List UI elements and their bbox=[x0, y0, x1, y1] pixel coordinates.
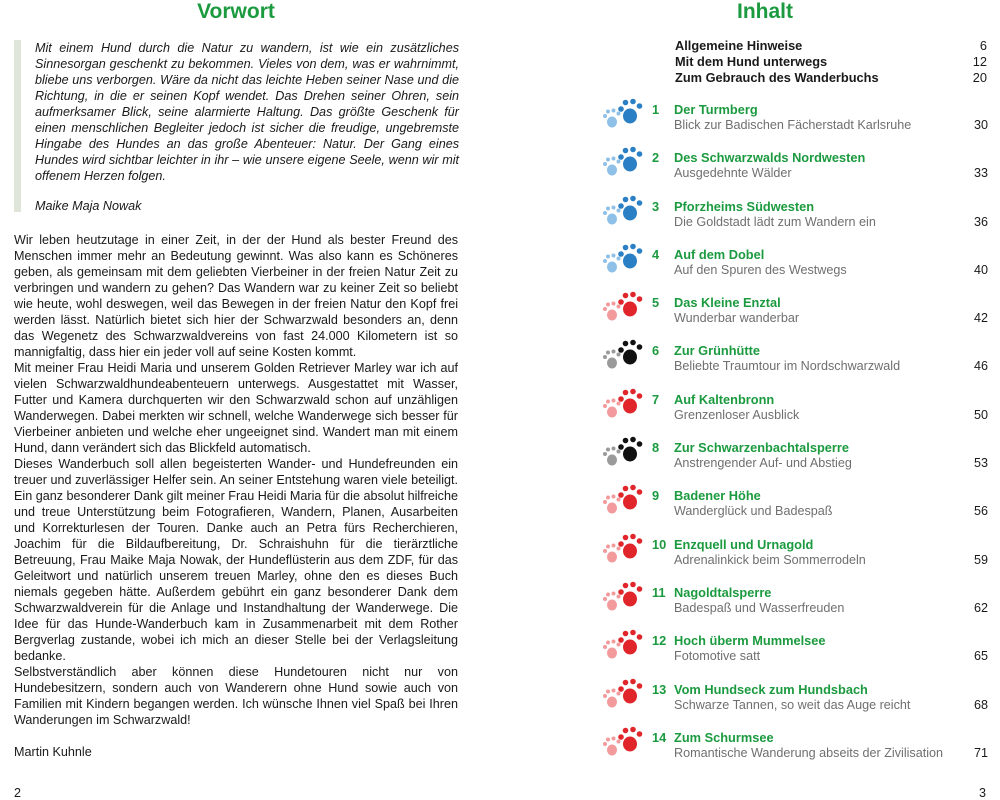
tour-entry[interactable] bbox=[602, 144, 988, 192]
paragraph: Selbstverständlich aber können diese Hundetouren nicht nur von Hundebesitzern, sondern auch von Wanderern ohne Hund sowie auch von Familien mit Kindern begangen werden. Ich wünsche Ihnen viel Spaß bei Ihren Wanderungen im Schwarzwald! bbox=[14, 665, 458, 727]
tour-entry[interactable] bbox=[602, 289, 988, 337]
tour-number: 14 bbox=[652, 729, 667, 745]
paragraph: Mit meiner Frau Heidi Maria und unserem Golden Retriever Marley war ich auf vielen Schwarzwaldhundeabenteuern unterwegs. Ausgestattet mit Wasser, Futter und Kamera durchquerten wir den Schwarzwald schon auf unzähligen Wanderwegen. Dabei merkten wir schnell, welche Wanderwege sich besser für Vierbeiner anbieten und welche eher ungeeignet sind. Wandert man mit einem Hund, dann verändert sich das Blickfeld automatisch. bbox=[14, 361, 458, 455]
tour-title: Vom Hundseck zum Hundsbach bbox=[674, 681, 868, 697]
tour-page: 33 bbox=[973, 166, 988, 181]
paw-prints-icon bbox=[602, 195, 646, 229]
general-entry-label: Mit dem Hund unterwegs bbox=[675, 54, 828, 69]
quote-author: Maike Maja Nowak bbox=[35, 199, 142, 213]
tour-title: Der Turmberg bbox=[674, 102, 758, 117]
paw-prints-icon bbox=[602, 533, 646, 567]
tour-number: 2 bbox=[652, 150, 660, 166]
paw-prints-icon bbox=[602, 726, 646, 760]
tour-title: Zur Grünhütte bbox=[674, 343, 761, 359]
tour-entry[interactable] bbox=[602, 627, 988, 675]
paw-prints-icon bbox=[602, 484, 646, 518]
tour-page: 56 bbox=[973, 504, 988, 519]
page-number-right: 3 bbox=[978, 786, 986, 800]
tour-subtitle: Fotomotive satt bbox=[674, 649, 761, 664]
tour-entry[interactable] bbox=[602, 241, 988, 289]
tour-subtitle: Auf den Spuren des Westwegs bbox=[674, 262, 847, 277]
tour-number: 10 bbox=[652, 536, 667, 552]
general-section-list bbox=[675, 38, 987, 86]
general-entry-label: Allgemeine Hinweise bbox=[675, 38, 803, 53]
tour-subtitle: Wanderglück und Badespaß bbox=[674, 504, 833, 519]
tour-subtitle: Adrenalinkick beim Sommerrodeln bbox=[674, 552, 866, 567]
tour-page: 30 bbox=[973, 118, 988, 132]
tour-entry[interactable] bbox=[602, 386, 988, 434]
paw-prints-icon bbox=[602, 98, 646, 132]
tour-page: 36 bbox=[973, 214, 988, 229]
tour-number: 12 bbox=[652, 633, 667, 649]
signature: Martin Kuhnle bbox=[14, 745, 92, 759]
paw-prints-icon bbox=[602, 629, 646, 663]
tour-entry[interactable] bbox=[602, 531, 988, 579]
tour-page: 68 bbox=[973, 697, 988, 712]
tour-page: 46 bbox=[973, 359, 988, 374]
tour-number: 9 bbox=[652, 488, 660, 504]
tour-title: Auf Kaltenbronn bbox=[674, 391, 775, 407]
tour-title: Auf dem Dobel bbox=[674, 246, 765, 262]
tour-number: 11 bbox=[652, 584, 666, 600]
tour-number: 4 bbox=[652, 246, 660, 262]
tour-page: 65 bbox=[973, 649, 988, 664]
tour-number: 5 bbox=[652, 295, 660, 311]
paragraph: Dieses Wanderbuch soll allen begeisterten Wander- und Hundefreunden ein treuer und zuverlässiger Helfer sein. An seiner Entstehung waren viele beteiligt. Ein ganz besonderer Dank gilt meiner Frau Heidi Maria für die absolut hilfreiche und treue Unterstützung beim Fotografieren, Wandern, Planen, Ausarbeiten und Korrekturlesen der Touren. Danke auch an Petra fürs Recherchieren, Joachim für die Bildaufbereitung, Dr. Schraishuhn für die tierärztliche Betreuung, Frau Maike Maja Nowak, der Hundeflüsterin aus dem ZDF, für das Geleitwort und natürlich unserem treuen Marley, ohne den es dieses Buch niemals gegeben hätte. Außerdem gebührt ein ganz besonderer Dank dem Schwarzwaldverein für die Anlage und Instandhaltung der Wanderwege. Die Idee für das Hunde-Wanderbuch kam in Zusammenarbeit mit dem Rother Bergverlag zustande, wobei ich mich an dieser Stelle bei der Verlagsleitung bedanke. bbox=[14, 457, 458, 663]
tour-page: 42 bbox=[973, 311, 988, 326]
tour-page: 50 bbox=[973, 407, 988, 422]
tour-number: 3 bbox=[652, 198, 660, 214]
paragraph: Wir leben heutzutage in einer Zeit, in der der Hund als bester Freund des Menschen immer mehr an Bedeutung gewinnt. Was also kann es Schöneres geben, als gemeinsam mit dem geliebten Vierbeiner in der freien Natur Zeit zu verbringen und wandern zu gehen? Das Wandern war zu keiner Zeit so beliebt wie heute, wohl deswegen, weil das Bewegen in der freien Natur den Kopf frei werden lässt. Natürlich bietet sich hier der Schwarzwald besonders an, denn das Wegenetz des Schwarzwaldvereins von fast 24.000 Kilometern ist so mannigfaltig, dass hier ein jeder voll auf seine Kosten kommt. bbox=[14, 233, 458, 359]
left-page bbox=[0, 0, 480, 800]
tour-title: Hoch überm Mummelsee bbox=[674, 633, 826, 649]
tour-subtitle: Schwarze Tannen, so weit das Auge reicht bbox=[674, 697, 911, 712]
tour-page: 71 bbox=[973, 745, 988, 760]
tour-number: 1 bbox=[652, 102, 660, 117]
tour-entry[interactable] bbox=[602, 676, 988, 724]
tour-entry[interactable] bbox=[602, 337, 988, 385]
paw-prints-icon bbox=[602, 243, 646, 277]
tour-number: 8 bbox=[652, 440, 660, 456]
tour-title: Zur Schwarzenbachtalsperre bbox=[674, 440, 849, 456]
tour-entry[interactable] bbox=[602, 434, 988, 482]
tour-page: 59 bbox=[973, 552, 988, 567]
tour-subtitle: Badespaß und Wasserfreuden bbox=[674, 600, 845, 615]
general-entry[interactable] bbox=[675, 38, 987, 54]
tour-page: 62 bbox=[973, 600, 988, 615]
general-entry[interactable] bbox=[675, 70, 987, 86]
right-page bbox=[520, 0, 1000, 800]
tour-title: Nagoldtalsperre bbox=[674, 584, 772, 600]
tour-entry[interactable] bbox=[602, 96, 988, 144]
foreword-quote bbox=[14, 40, 459, 212]
tour-subtitle: Blick zur Badischen Fächerstadt Karlsruhe bbox=[674, 118, 912, 132]
tour-subtitle: Beliebte Traumtour im Nordschwarzwald bbox=[674, 359, 901, 374]
tour-title: Das Kleine Enztal bbox=[674, 295, 781, 311]
tour-number: 13 bbox=[652, 681, 667, 697]
tour-title: Des Schwarzwalds Nordwesten bbox=[674, 150, 866, 166]
tour-title: Badener Höhe bbox=[674, 488, 761, 504]
tour-title: Pforzheims Südwesten bbox=[674, 198, 815, 214]
tour-number: 7 bbox=[652, 391, 660, 407]
tour-title: Zum Schurmsee bbox=[674, 729, 774, 745]
tour-subtitle: Romantische Wanderung abseits der Zivilisation bbox=[674, 745, 944, 760]
tour-subtitle: Wunderbar wanderbar bbox=[674, 311, 800, 326]
foreword-title: Vorwort bbox=[197, 0, 275, 23]
paw-prints-icon bbox=[602, 339, 646, 373]
general-entry-page: 12 bbox=[972, 54, 987, 69]
tour-page: 40 bbox=[973, 262, 988, 277]
page-number-left: 2 bbox=[14, 786, 22, 800]
paw-prints-icon bbox=[602, 436, 646, 470]
contents-title: Inhalt bbox=[737, 0, 793, 23]
tour-subtitle: Die Goldstadt lädt zum Wandern ein bbox=[674, 214, 876, 229]
general-entry-page: 20 bbox=[972, 70, 987, 85]
tour-subtitle: Anstrengender Auf- und Abstieg bbox=[674, 456, 852, 471]
paw-prints-icon bbox=[602, 388, 646, 422]
tour-list bbox=[602, 96, 988, 772]
tour-title: Enzquell und Urnagold bbox=[674, 536, 814, 552]
quote-text: Mit einem Hund durch die Natur zu wandern, ist wie ein zusätzliches Sinnesorgan geschenkt zu bekommen. Vieles von dem, was er wahrnimmt, bliebe uns verborgen. Wäre da nicht das leichte Heben seiner Nase und die Richtung, in die er seinen Kopf wendet. Das Drehen seiner Ohren, sein aufmerksamer Blick, seine alarmierte Haltung. Das größte Geschenk für einen menschlichen Begleiter jedoch ist sicher die freudige, ungebremste Hingabe des Hundes an das große Abenteuer: Natur. Der Gang eines Hundes wird sichtbar leichter in ihr – wie unsere eigene Seele, wenn wir mit offenem Herzen folgen. bbox=[35, 41, 459, 183]
tour-entry[interactable] bbox=[602, 482, 988, 530]
paw-prints-icon bbox=[602, 291, 646, 325]
tour-page: 53 bbox=[973, 456, 988, 471]
general-entry-label: Zum Gebrauch des Wanderbuchs bbox=[675, 70, 879, 85]
general-entry-page: 6 bbox=[979, 38, 987, 53]
tour-subtitle: Ausgedehnte Wälder bbox=[674, 166, 792, 181]
tour-subtitle: Grenzenloser Ausblick bbox=[674, 407, 800, 422]
tour-entry[interactable] bbox=[602, 193, 988, 241]
tour-entry[interactable] bbox=[602, 579, 988, 627]
paw-prints-icon bbox=[602, 146, 646, 180]
foreword-body bbox=[14, 232, 458, 728]
general-entry[interactable] bbox=[675, 54, 987, 70]
paw-prints-icon bbox=[602, 678, 646, 712]
tour-entry[interactable] bbox=[602, 724, 988, 772]
tour-number: 6 bbox=[652, 343, 660, 359]
paw-prints-icon bbox=[602, 581, 646, 615]
